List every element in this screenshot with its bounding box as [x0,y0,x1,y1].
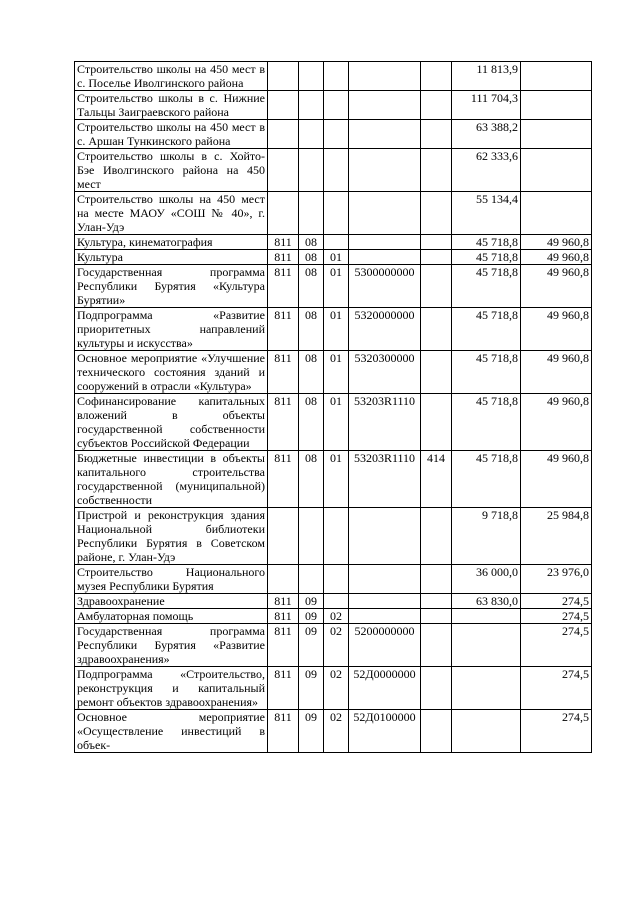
amount-2017: 45 718,8 [452,451,521,508]
amount-2017: 55 134,4 [452,192,521,235]
section-code: 08 [299,351,324,394]
subsection-code [324,120,349,149]
section-code [299,62,324,91]
admin-code: 811 [268,609,299,624]
amount-2017: 63 388,2 [452,120,521,149]
table-row [75,235,592,250]
target-code [349,192,421,235]
subsection-code [324,594,349,609]
admin-code [268,192,299,235]
row-name: Основное мероприятие «Осуществление инвестиций в объек- [75,710,268,753]
target-code [349,508,421,565]
amount-2017: 45 718,8 [452,308,521,351]
target-code: 53203R1110 [349,451,421,508]
target-code [349,250,421,265]
expense-code [421,609,452,624]
amount-2017: 62 333,6 [452,149,521,192]
amount-2018: 49 960,8 [521,451,592,508]
table-row [75,394,592,451]
amount-2018: 49 960,8 [521,394,592,451]
expense-code [421,192,452,235]
admin-code [268,565,299,594]
admin-code: 811 [268,265,299,308]
target-code: 53203R1110 [349,394,421,451]
table-row [75,667,592,710]
table-row [75,451,592,508]
section-code [299,149,324,192]
table-row [75,508,592,565]
target-code: 5320300000 [349,351,421,394]
expense-code [421,394,452,451]
expense-code [421,250,452,265]
amount-2017: 45 718,8 [452,250,521,265]
table-row [75,609,592,624]
amount-2018: 274,5 [521,710,592,753]
row-name: Государственная программа Республики Бурятия «Развитие здравоохранения» [75,624,268,667]
admin-code: 811 [268,667,299,710]
amount-2017: 45 718,8 [452,394,521,451]
amount-2017: 45 718,8 [452,235,521,250]
table-row [75,308,592,351]
admin-code [268,149,299,192]
subsection-code [324,508,349,565]
table-row [75,565,592,594]
section-code [299,508,324,565]
section-code: 08 [299,451,324,508]
row-name: Строительство Национального музея Республики Бурятия [75,565,268,594]
section-code: 09 [299,609,324,624]
admin-code: 811 [268,351,299,394]
table-row [75,250,592,265]
row-name: Софинансирование капитальных вложений в объекты государственной собственности субъектов Российской Федерации [75,394,268,451]
row-name: Бюджетные инвестиции в объекты капитального строительства государственной (муниципальной) собственности [75,451,268,508]
table-row [75,710,592,753]
admin-code: 811 [268,710,299,753]
section-code [299,120,324,149]
amount-2018 [521,192,592,235]
section-code: 08 [299,250,324,265]
target-code [349,120,421,149]
amount-2018: 23 976,0 [521,565,592,594]
row-name: Культура [75,250,268,265]
section-code: 09 [299,624,324,667]
expense-code [421,351,452,394]
row-name: Государственная программа Республики Бурятия «Культура Бурятии» [75,265,268,308]
amount-2018: 49 960,8 [521,351,592,394]
subsection-code [324,149,349,192]
table-row [75,594,592,609]
target-code [349,235,421,250]
admin-code [268,62,299,91]
target-code: 5200000000 [349,624,421,667]
table-row [75,120,592,149]
amount-2017: 111 704,3 [452,91,521,120]
section-code [299,565,324,594]
admin-code: 811 [268,250,299,265]
expense-code [421,710,452,753]
row-name: Подпрограмма «Развитие приоритетных направлений культуры и искусства» [75,308,268,351]
table-row [75,192,592,235]
expense-code [421,265,452,308]
subsection-code: 02 [324,624,349,667]
admin-code [268,120,299,149]
target-code: 52Д0100000 [349,710,421,753]
expense-code [421,624,452,667]
admin-code: 811 [268,308,299,351]
amount-2017: 9 718,8 [452,508,521,565]
amount-2017 [452,609,521,624]
expense-code [421,308,452,351]
row-name: Строительство школы в с. Хойто-Бэе Иволгинского района на 450 мест [75,149,268,192]
expense-code: 414 [421,451,452,508]
table-row [75,62,592,91]
target-code [349,594,421,609]
amount-2018 [521,120,592,149]
section-code: 09 [299,710,324,753]
section-code: 09 [299,594,324,609]
expense-code [421,235,452,250]
expense-code [421,508,452,565]
section-code [299,91,324,120]
subsection-code [324,91,349,120]
amount-2017: 63 830,0 [452,594,521,609]
subsection-code: 01 [324,351,349,394]
subsection-code: 01 [324,308,349,351]
target-code [349,62,421,91]
admin-code: 811 [268,451,299,508]
row-name: Строительство школы на 450 мест в с. Аршан Тункинского района [75,120,268,149]
subsection-code [324,62,349,91]
subsection-code: 02 [324,710,349,753]
target-code [349,609,421,624]
subsection-code: 01 [324,394,349,451]
amount-2018: 49 960,8 [521,235,592,250]
admin-code: 811 [268,394,299,451]
admin-code [268,91,299,120]
admin-code: 811 [268,624,299,667]
expense-code [421,565,452,594]
row-name: Строительство школы на 450 мест на месте МАОУ «СОШ № 40», г. Улан-Удэ [75,192,268,235]
subsection-code: 02 [324,609,349,624]
amount-2018: 274,5 [521,609,592,624]
amount-2017 [452,667,521,710]
table-row [75,149,592,192]
row-name: Строительство школы на 450 мест в с. Поселье Иволгинского района [75,62,268,91]
amount-2018: 49 960,8 [521,250,592,265]
admin-code [268,508,299,565]
amount-2017: 11 813,9 [452,62,521,91]
row-name: Культура, кинематография [75,235,268,250]
expense-code [421,667,452,710]
table-row [75,351,592,394]
amount-2018 [521,62,592,91]
expense-code [421,149,452,192]
section-code [299,192,324,235]
target-code: 5300000000 [349,265,421,308]
admin-code: 811 [268,594,299,609]
subsection-code [324,235,349,250]
row-name: Основное мероприятие «Улучшение технического состояния зданий и сооружений в отрасли «Культура» [75,351,268,394]
table-row [75,265,592,308]
budget-table [74,61,592,753]
section-code: 08 [299,265,324,308]
row-name: Подпрограмма «Строительство, реконструкция и капитальный ремонт объектов здравоохранения» [75,667,268,710]
admin-code: 811 [268,235,299,250]
amount-2017 [452,624,521,667]
target-code: 52Д0000000 [349,667,421,710]
section-code: 08 [299,308,324,351]
amount-2018 [521,149,592,192]
row-name: Строительство школы в с. Нижние Тальцы Заиграевского района [75,91,268,120]
subsection-code: 02 [324,667,349,710]
table-row [75,624,592,667]
section-code: 09 [299,667,324,710]
amount-2018: 274,5 [521,667,592,710]
table-row [75,91,592,120]
expense-code [421,91,452,120]
subsection-code: 01 [324,451,349,508]
expense-code [421,120,452,149]
target-code [349,91,421,120]
target-code: 5320000000 [349,308,421,351]
amount-2017: 45 718,8 [452,265,521,308]
amount-2018: 49 960,8 [521,308,592,351]
expense-code [421,62,452,91]
section-code: 08 [299,235,324,250]
target-code [349,149,421,192]
amount-2018: 25 984,8 [521,508,592,565]
section-code: 08 [299,394,324,451]
amount-2017 [452,710,521,753]
row-name: Пристрой и реконструкция здания Национальной библиотеки Республики Бурятия в Советском районе, г. Улан-Удэ [75,508,268,565]
row-name: Здравоохранение [75,594,268,609]
subsection-code: 01 [324,265,349,308]
amount-2018 [521,91,592,120]
row-name: Амбулаторная помощь [75,609,268,624]
subsection-code [324,192,349,235]
amount-2018: 49 960,8 [521,265,592,308]
amount-2017: 45 718,8 [452,351,521,394]
subsection-code: 01 [324,250,349,265]
subsection-code [324,565,349,594]
expense-code [421,594,452,609]
amount-2018: 274,5 [521,624,592,667]
target-code [349,565,421,594]
amount-2018: 274,5 [521,594,592,609]
amount-2017: 36 000,0 [452,565,521,594]
